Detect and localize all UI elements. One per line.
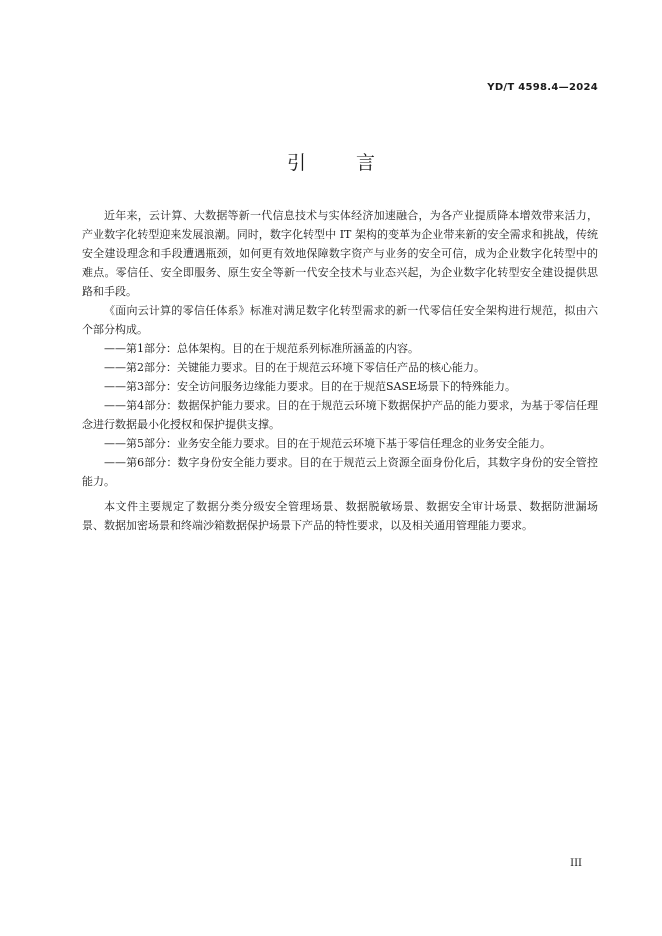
list-item-part-2: ——第2部分：关键能力要求。目的在于规范云环境下零信任产品的核心能力。	[104, 361, 485, 374]
list-item-part-4: ——第4部分：数据保护能力要求。目的在于规范云环境下数据保护产品的能力要求，为基于零信任理念进行数据最小化授权和保护提供支撑。	[82, 399, 598, 431]
paragraph-background: 近年来，云计算、大数据等新一代信息技术与实体经济加速融合，为各产业提质降本增效带来活力，产业数字化转型迎来发展浪潮。同时，数字化转型中 IT 架构的变革为企业带来新的安全需求和挑战，传统安全建设理念和手段遭遇瓶颈，如何更有效地保障数字资产与业务的安全可信，成为企业数字化转型中的难点。零信任、安全即服务、原生安全等新一代安全技术与业态兴起，为企业数字化转型安全建设提供思路和手段。	[82, 209, 598, 298]
list-item-part-6: ——第6部分：数字身份安全能力要求。目的在于规范云上资源全面身份化后，其数字身份的安全管控能力。	[82, 456, 598, 488]
paragraph-structure: 《面向云计算的零信任体系》标准对满足数字化转型需求的新一代零信任安全架构进行规范，拟由六个部分构成。	[82, 304, 598, 336]
document-body	[82, 206, 598, 535]
page-title: 引 言	[286, 152, 398, 174]
paragraph-scope: 本文件主要规定了数据分类分级安全管理场景、数据脱敏场景、数据安全审计场景、数据防泄漏场景、数据加密场景和终端沙箱数据保护场景下产品的特性要求，以及相关通用管理能力要求。	[82, 500, 598, 532]
list-item-part-3: ——第3部分：安全访问服务边缘能力要求。目的在于规范SASE场景下的特殊能力。	[104, 380, 517, 393]
list-item-part-5: ——第5部分：业务安全能力要求。目的在于规范云环境下基于零信任理念的业务安全能力。	[104, 437, 551, 450]
page-number: III	[570, 858, 582, 869]
document-code: YD/T 4598.4—2024	[487, 82, 598, 93]
list-item-part-1: ——第1部分：总体架构。目的在于规范系列标准所涵盖的内容。	[104, 342, 419, 355]
